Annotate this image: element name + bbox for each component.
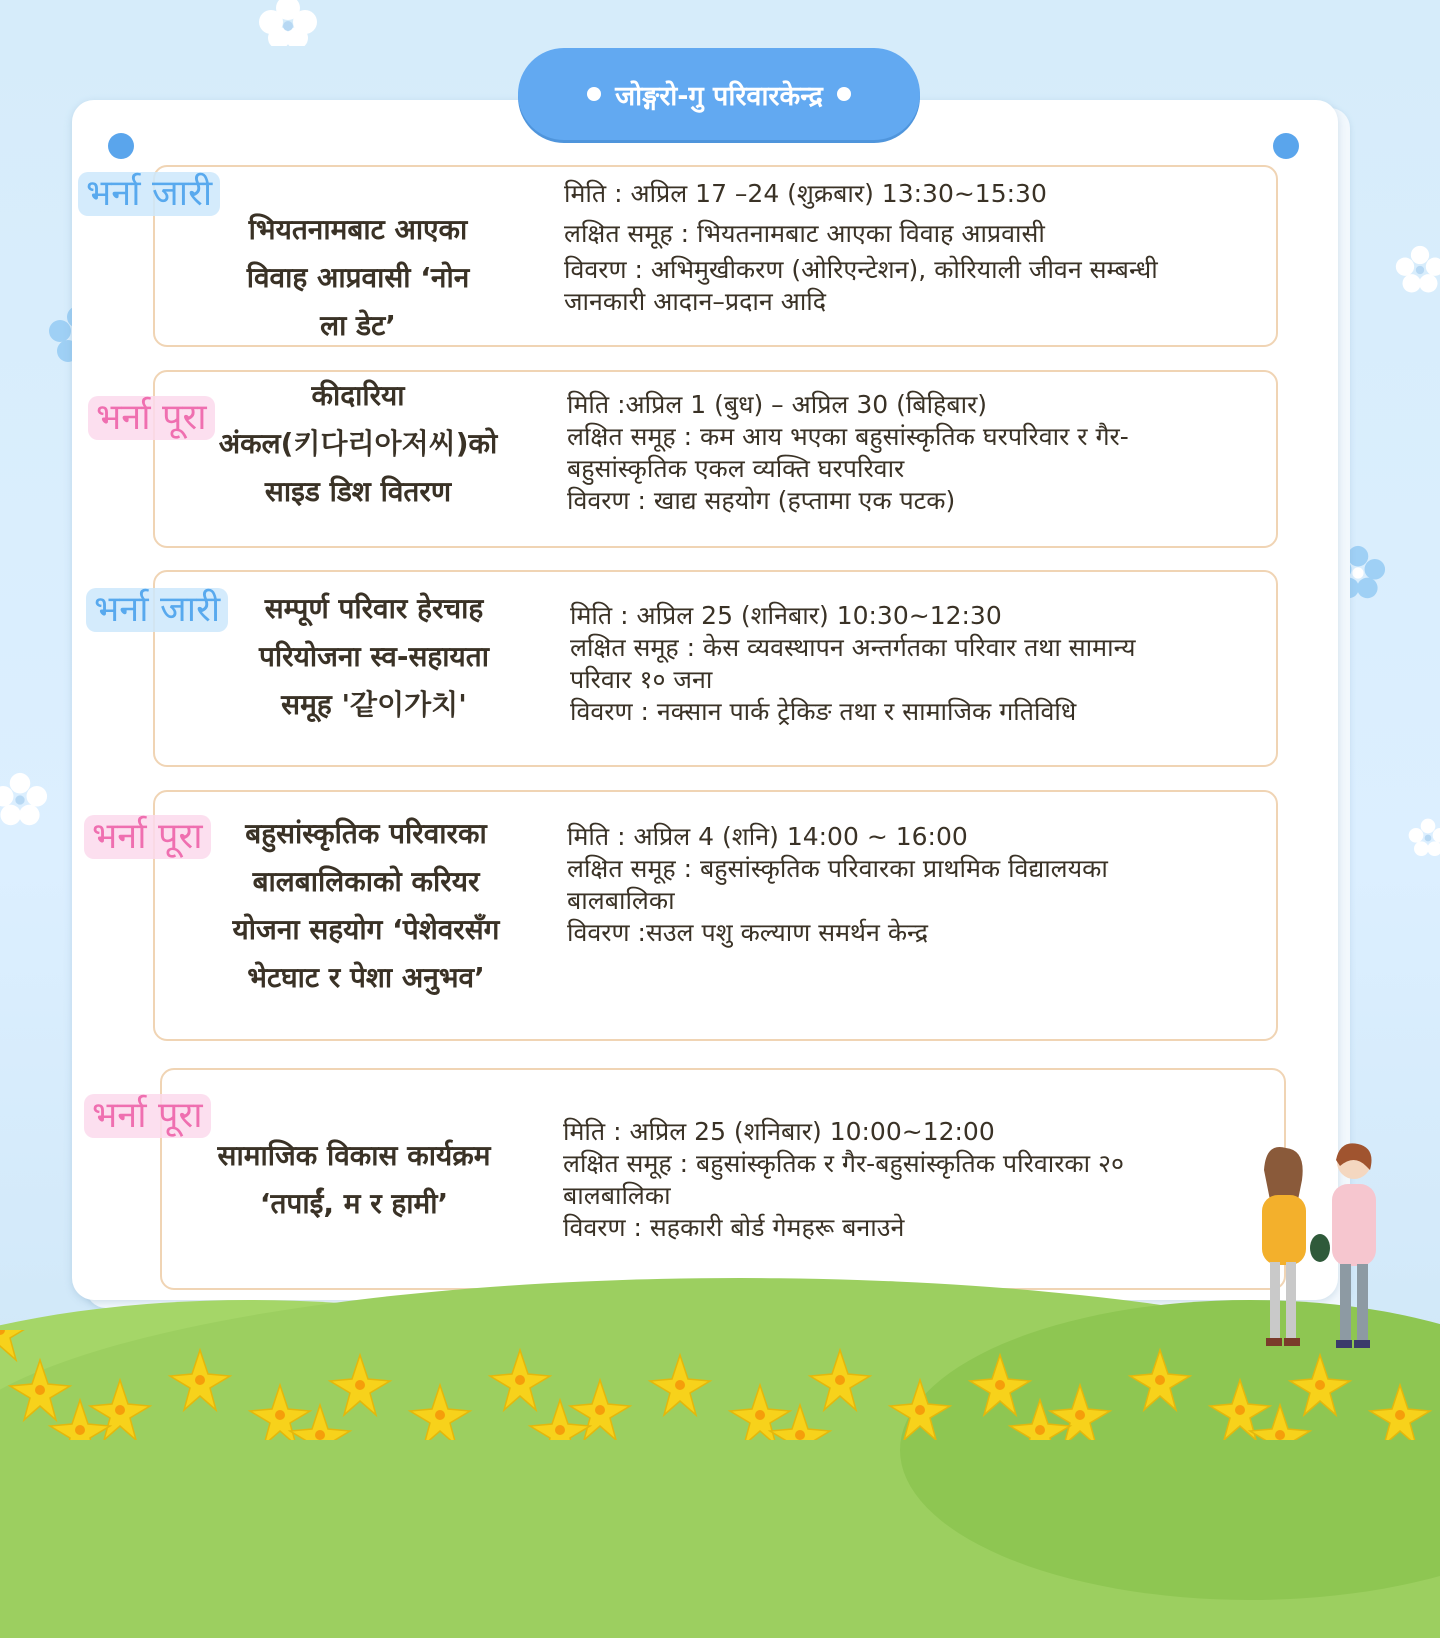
detail-target: लक्षित समूह : केस व्यवस्थापन अन्तर्गतका परिवार तथा सामान्य: [570, 633, 1136, 662]
status-badge-open: भर्ना जारी: [86, 588, 228, 632]
program-title: [168, 372, 548, 516]
program-title-line: भियतनामबाट आएका: [248, 213, 468, 246]
detail-target-cont: बालबालिका: [567, 886, 675, 915]
detail-description: विवरण : नक्सान पार्क ट्रेकिङ तथा र सामाजिक गतिविधि: [570, 697, 1077, 726]
detail-target: लक्षित समूह : बहुसांस्कृतिक परिवारका प्राथमिक विद्यालयका: [567, 854, 1108, 883]
pin-icon: [1273, 133, 1299, 159]
program-title-line: साइड डिश वितरण: [264, 475, 452, 508]
program-title-line: अंकल(키다리아저씨)को: [218, 427, 498, 460]
program-details: [567, 821, 1108, 949]
program-title-line: परियोजना स्व-सहायता: [259, 640, 489, 673]
detail-date: मिति : अप्रिल 25 (शनिबार) 10:00~12:00: [563, 1117, 995, 1146]
detail-target-cont: बहुसांस्कृतिक एकल व्यक्ति घरपरिवार: [567, 454, 905, 483]
flower-icon: [1395, 240, 1440, 300]
program-title-line: बहुसांस्कृतिक परिवारका: [245, 817, 487, 850]
program-title-line: सामाजिक विकास कार्यक्रम: [217, 1139, 491, 1172]
detail-target-cont: परिवार १० जना: [570, 665, 713, 694]
detail-target: लक्षित समूह : कम आय भएका बहुसांस्कृतिक घरपरिवार र गैर-: [567, 422, 1129, 451]
dot-icon: [837, 87, 851, 101]
status-badge-open: भर्ना जारी: [78, 172, 220, 216]
program-details: [567, 389, 1129, 517]
program-details: [563, 1116, 1124, 1244]
program-title: [168, 206, 548, 350]
program-title: [164, 1132, 544, 1228]
detail-target: लक्षित समूह : भियतनामबाट आएका विवाह आप्रवासी: [564, 219, 1045, 248]
detail-target-cont: बालबालिका: [563, 1181, 671, 1210]
detail-date: मिति : अप्रिल 4 (शनि) 14:00 ~ 16:00: [567, 822, 968, 851]
detail-description: विवरण : अभिमुखीकरण (ओरिएन्टेशन), कोरियाली जीवन सम्बन्धी: [564, 255, 1158, 284]
program-title-line: ‘तपाईं, म र हामी’: [259, 1187, 449, 1220]
flower-icon: [255, 0, 321, 46]
dot-icon: [587, 87, 601, 101]
pin-icon: [108, 133, 134, 159]
detail-target: लक्षित समूह : बहुसांस्कृतिक र गैर-बहुसांस्कृतिक परिवारका २०: [563, 1149, 1125, 1178]
detail-description: विवरण : खाद्य सहयोग (हप्तामा एक पटक): [567, 486, 956, 515]
status-badge-closed: भर्ना पूरा: [84, 815, 211, 859]
status-badge-closed: भर्ना पूरा: [88, 396, 215, 440]
forsythia-flowers-illustration: [0, 1330, 1440, 1440]
program-title-line: योजना सहयोग ‘पेशेवरसँग: [232, 913, 500, 946]
detail-description-cont: जानकारी आदान–प्रदान आदि: [564, 287, 826, 316]
two-people-illustration: [1236, 1140, 1396, 1370]
program-title-line: भेटघाट र पेशा अनुभव’: [247, 961, 485, 994]
program-details: [570, 600, 1135, 728]
flower-icon: [0, 765, 48, 835]
detail-date: मिति : अप्रिल 17 –24 (शुक्रबार) 13:30~15:30: [564, 179, 1047, 208]
page-title: जोङ्गरो-गु परिवारकेन्द्र: [615, 80, 823, 112]
program-title-line: सम्पूर्ण परिवार हेरचाह: [264, 592, 484, 625]
status-badge-closed: भर्ना पूरा: [84, 1094, 211, 1138]
detail-description: विवरण :सउल पशु कल्याण समर्थन केन्द्र: [567, 918, 929, 947]
program-details: [564, 178, 1158, 318]
detail-description: विवरण : सहकारी बोर्ड गेमहरू बनाउने: [563, 1213, 905, 1242]
program-title-line: विवाह आप्रवासी ‘नोन: [246, 261, 470, 294]
program-title: [184, 585, 564, 729]
program-title-line: समूह '같이가치': [281, 688, 467, 721]
program-title-line: ला डेट’: [320, 309, 396, 342]
detail-date: मिति : अप्रिल 25 (शनिबार) 10:30~12:30: [570, 601, 1002, 630]
detail-date: मिति :अप्रिल 1 (बुध) – अप्रिल 30 (बिहिबार): [567, 390, 988, 419]
program-title-line: कीदारिया: [311, 379, 405, 412]
program-title-line: बालबालिकाको करियर: [252, 865, 480, 898]
program-title: [176, 810, 556, 1002]
title-banner: [518, 48, 920, 140]
flower-icon: [1408, 808, 1440, 868]
